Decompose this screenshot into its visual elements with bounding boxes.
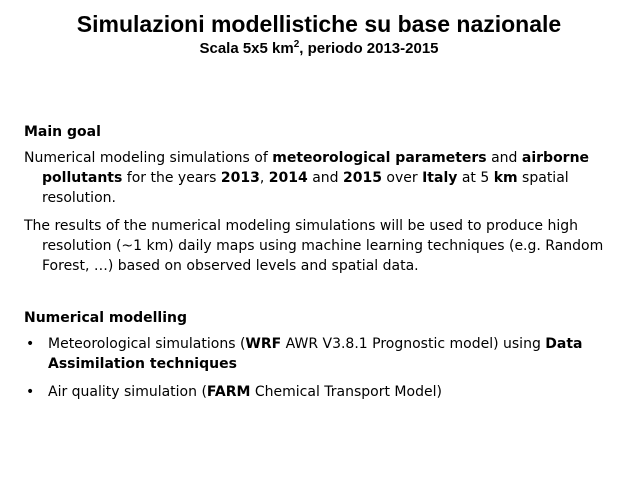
text-run: and: [307, 170, 343, 186]
subtitle-main: Scala 5x5 km: [199, 40, 294, 57]
main-goal-paragraph-1: [24, 148, 624, 208]
bullet-icon: •: [26, 336, 35, 352]
text-run: Meteorological simulations (: [48, 336, 246, 352]
section-spacer: [24, 284, 624, 308]
bold-run: FARM: [206, 384, 251, 400]
bold-run: Italy: [422, 170, 458, 186]
slide-body: [24, 122, 624, 410]
text-run: Chemical Transport Model): [250, 384, 442, 400]
bold-run: Data Assimilation techniques: [48, 336, 583, 372]
numerical-modelling-heading: Numerical modelling: [24, 310, 187, 326]
subtitle-superscript: 2: [293, 39, 300, 50]
bold-run: 2013: [220, 170, 260, 186]
bold-run: airborne pollutants: [42, 150, 590, 186]
text-run: Numerical modeling simulations of: [24, 150, 273, 166]
text-run: at 5: [457, 170, 494, 186]
text-run: ,: [259, 170, 269, 186]
bullet-icon: •: [26, 384, 35, 400]
text-run: spatial resolution.: [42, 170, 569, 206]
text-run: Air quality simulation (: [48, 384, 207, 400]
slide-subtitle: [0, 40, 638, 58]
text-run: for the years: [122, 170, 221, 186]
bold-run: WRF: [245, 336, 282, 352]
bold-run: 2014: [268, 170, 308, 186]
main-goal-paragraph-2: The results of the numerical modeling simulations will be used to produce high resolution (~1 km) daily maps using machine learning techniques (e.g. Random Forest, …) based on observed levels and spatial data.: [24, 218, 604, 274]
text-run: and: [486, 150, 522, 166]
text-run: over: [381, 170, 423, 186]
text-run: AWR V3.8.1 Prognostic model) using: [281, 336, 546, 352]
subtitle-tail: , periodo 2013-2015: [299, 40, 439, 57]
main-goal-heading: Main goal: [24, 124, 101, 140]
bold-run: km: [493, 170, 518, 186]
slide-title: Simulazioni modellistiche su base nazionale: [76, 11, 562, 37]
bold-run: meteorological parameters: [272, 150, 487, 166]
list-item-meteorological: [24, 334, 624, 374]
bold-run: 2015: [343, 170, 382, 186]
list-item-air-quality: [24, 382, 624, 402]
